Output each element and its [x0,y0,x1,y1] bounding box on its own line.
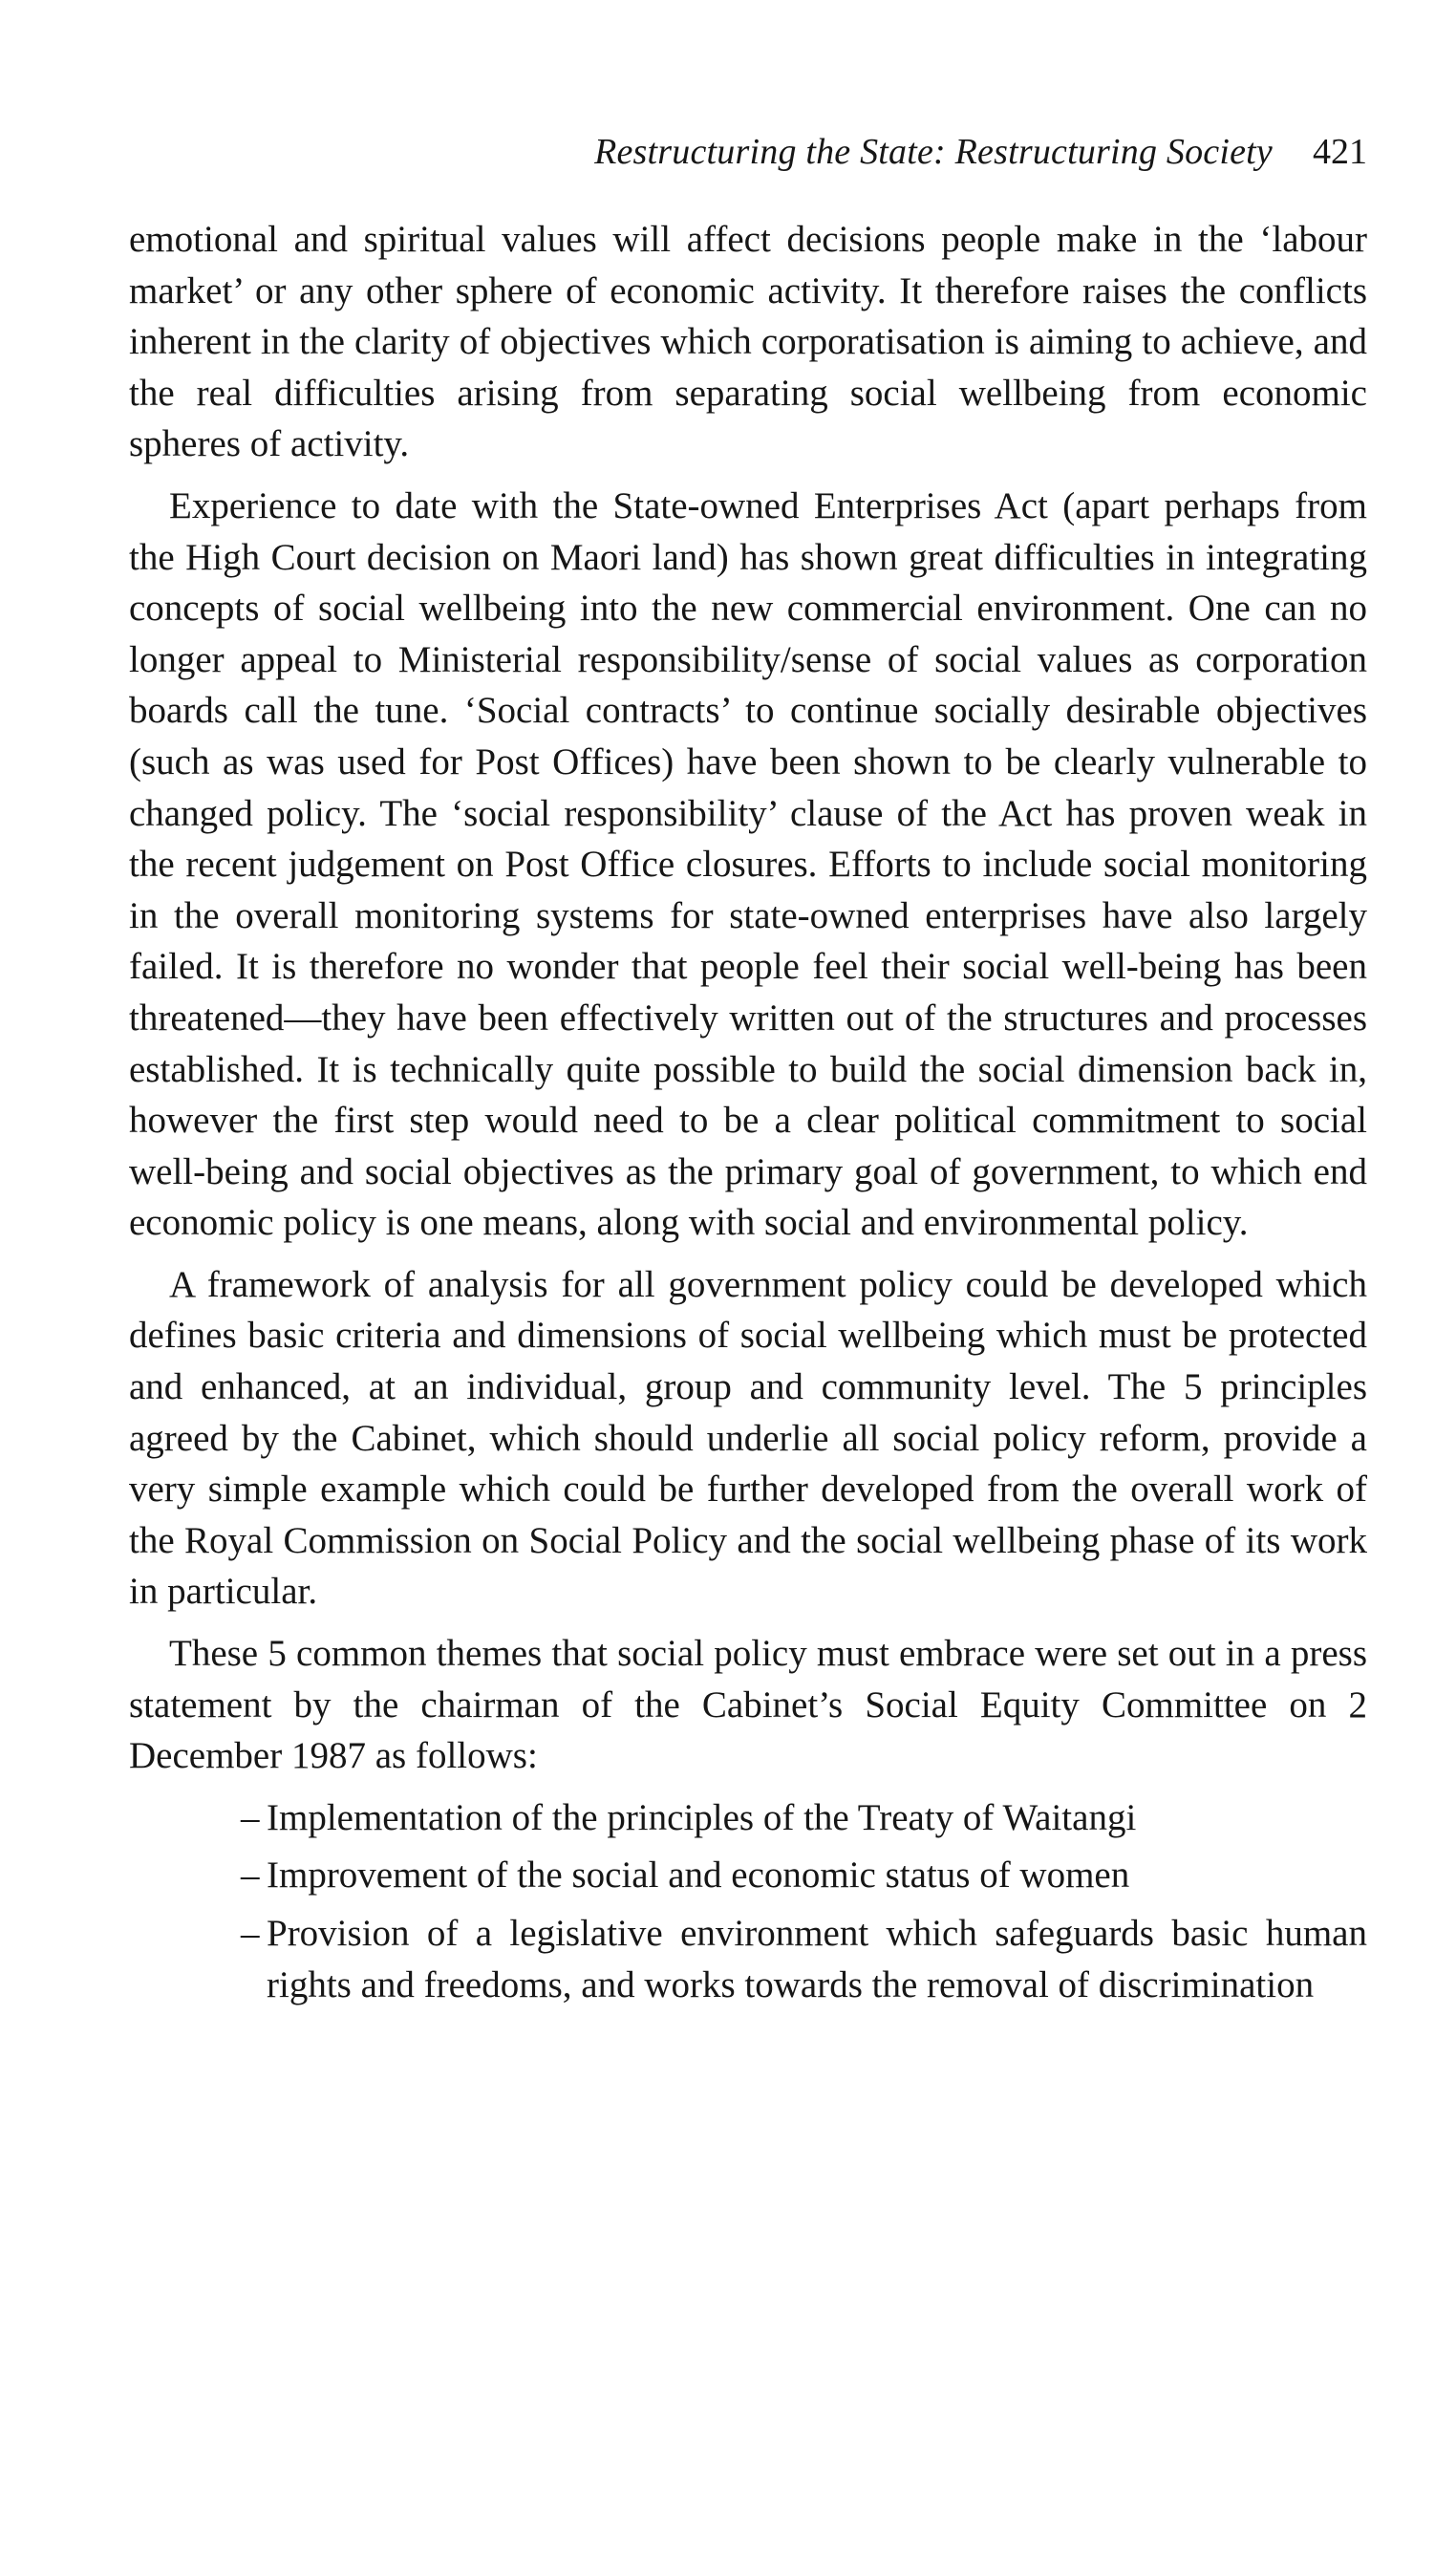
list-item [241,1792,1367,1844]
list-dash: – [241,1855,260,1897]
list-item-text: Provision of a legislative environment which safeguards basic human rights and freedoms, and works towards the removal of discrimination [267,1913,1367,2005]
themes-list [129,1792,1367,2010]
paragraph-soe-experience: Experience to date with the State-owned Enterprises Act (apart perhaps from the High Court decision on Maori land) has shown great difficulties in integrating concepts of social wellbeing into the new commercial environment. One can no longer appeal to Ministerial responsibility/sense of social values as corporation boards call the tune. ‘Social contracts’ to continue socially desirable objectives (such as was used for Post Offices) have been shown to be clearly vulnerable to changed policy. The ‘social responsibility’ clause of the Act has proven weak in the recent judgement on Post Office closures. Efforts to include social monitoring in the overall monitoring systems for state-owned enterprises have also largely failed. It is therefore no wonder that people feel their social well-being has been threatened—they have been effectively written out of the structures and processes established. It is technically quite possible to build the social dimension back in, however the first step would need to be a clear political commitment to social well-being and social objectives as the primary goal of government, to which end economic policy is one means, along with social and environmental policy. [129,484,1367,1244]
list-item [241,1908,1367,2010]
list-item-text: Implementation of the principles of the Treaty of Waitangi [267,1796,1137,1838]
body-text [129,214,1367,2010]
paragraph-continuation: emotional and spiritual values will affect decisions people make in the ‘labour market’ or any other sphere of economic activity. It therefore raises the conflicts inherent in the clarity of objectives which corporatisation is aiming to achieve, and the real difficulties arising from separating social wellbeing from economic spheres of activity. [129,219,1367,465]
list-item-text: Improvement of the social and economic status of women [267,1855,1130,1897]
list-item [241,1850,1367,1901]
book-page [129,134,1367,2017]
paragraph-policy-framework: A framework of analysis for all government policy could be developed which defines basic criteria and dimensions of social wellbeing which must be protected and enhanced, at an individual, group and community level. The 5 principles agreed by the Cabinet, which should underlie all social policy reform, provide a very simple example which could be further developed from the overall work of the Royal Commission on Social Policy and the social wellbeing phase of its work in particular. [129,1263,1367,1613]
list-dash: – [241,1913,260,1954]
paragraph-common-themes: These 5 common themes that social policy must embrace were set out in a press statement by the chairman of the Cabinet’s Social Equity Committee on 2 December 1987 as follows: [129,1633,1367,1777]
list-dash: – [241,1796,260,1838]
page-number: 421 [1313,132,1367,172]
running-header [129,134,1367,170]
running-title: Restructuring the State: Restructuring Society [594,132,1273,172]
